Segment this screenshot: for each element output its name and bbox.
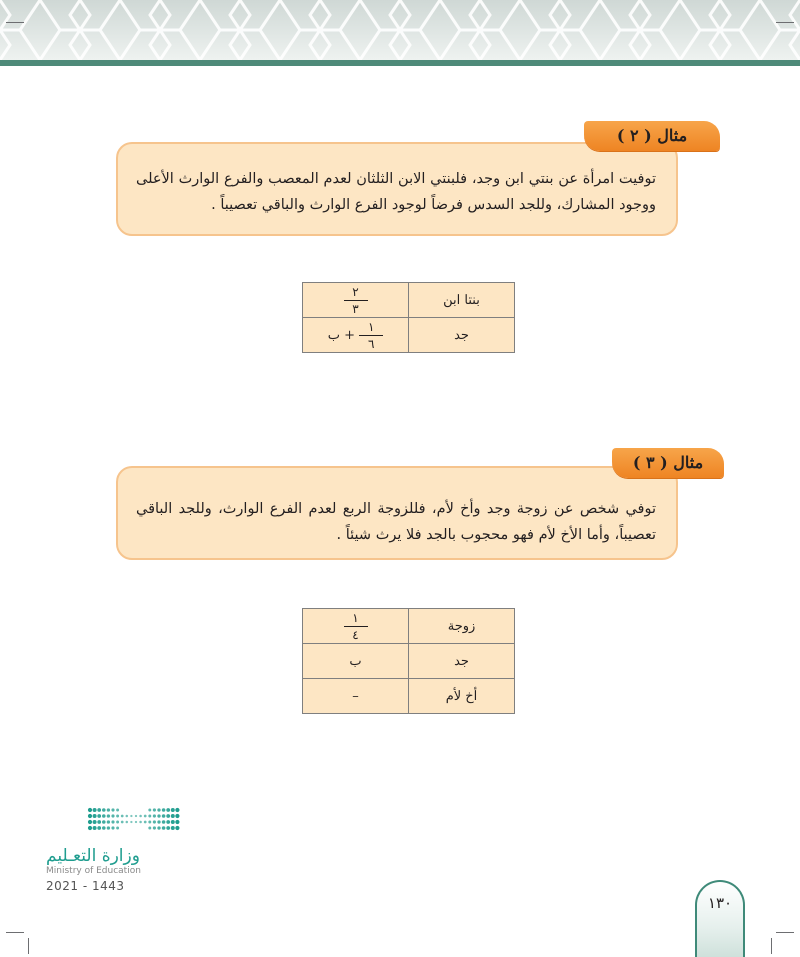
share-cell — [303, 609, 409, 644]
share-cell: – — [303, 679, 409, 714]
crop-mark — [6, 932, 24, 933]
page-number: ١٣٠ — [707, 894, 733, 912]
example-3-table — [302, 608, 515, 714]
example-3-title-tab — [612, 448, 724, 478]
fraction-denominator: ٦ — [367, 336, 375, 351]
page-number-tab — [695, 880, 745, 957]
header-pattern-band — [0, 0, 800, 66]
table-row — [303, 318, 515, 353]
crop-mark — [776, 932, 794, 933]
example-2-table — [302, 282, 515, 353]
crop-mark — [28, 938, 29, 954]
table-row — [303, 609, 515, 644]
heir-cell: جد — [409, 644, 515, 679]
example-3-box — [116, 466, 678, 560]
heir-cell: بنتا ابن — [409, 283, 515, 318]
fraction — [344, 286, 368, 315]
share-cell — [303, 318, 409, 353]
example-3-title: مثال ( ٣ ) — [632, 453, 704, 472]
fraction-numerator: ١ — [367, 319, 375, 334]
edition-year: 2021 - 1443 — [46, 879, 125, 893]
heir-cell: زوجة — [409, 609, 515, 644]
fraction-numerator: ١ — [352, 610, 359, 625]
example-2-box — [116, 142, 678, 236]
table-row — [303, 644, 515, 679]
islamic-pattern-icon — [0, 0, 800, 66]
example-3-text: توفي شخص عن زوجة وجد وأخ لأم، فللزوجة الربع لعدم الفرع الوارث، وللجد الباقي تعصيباً، وأما الأخ لأم فهو محجوب بالجد فلا يرث شيئاً . — [136, 501, 656, 543]
fraction — [359, 321, 383, 350]
example-2-title-tab — [584, 121, 720, 151]
share-suffix: + ب — [327, 327, 356, 343]
fraction-denominator: ٣ — [352, 301, 359, 316]
table-row — [303, 679, 515, 714]
crop-mark — [776, 22, 794, 23]
fraction — [344, 612, 368, 641]
heir-cell: أخ لأم — [409, 679, 515, 714]
ministry-name-english: Ministry of Education — [46, 866, 141, 876]
example-2-text: توفيت امرأة عن بنتي ابن وجد، فلبنتي الابن الثلثان لعدم المعصب والفرع الوارث الأعلى ووجود المشارك، وللجد السدس فرضاً لوجود الفرع الوارث والباقي تعصيباً . — [136, 171, 656, 213]
moe-dots-logo-icon — [46, 804, 186, 844]
ministry-logo — [46, 804, 186, 893]
heir-cell: جد — [409, 318, 515, 353]
fraction-denominator: ٤ — [352, 627, 359, 642]
crop-mark — [771, 938, 772, 954]
crop-mark — [6, 22, 24, 23]
fraction-numerator: ٢ — [352, 284, 359, 299]
share-cell — [303, 283, 409, 318]
ministry-name-arabic: وزارة التعـليم — [46, 846, 140, 866]
example-2-title: مثال ( ٢ ) — [616, 126, 688, 145]
share-cell: ب — [303, 644, 409, 679]
table-row — [303, 283, 515, 318]
